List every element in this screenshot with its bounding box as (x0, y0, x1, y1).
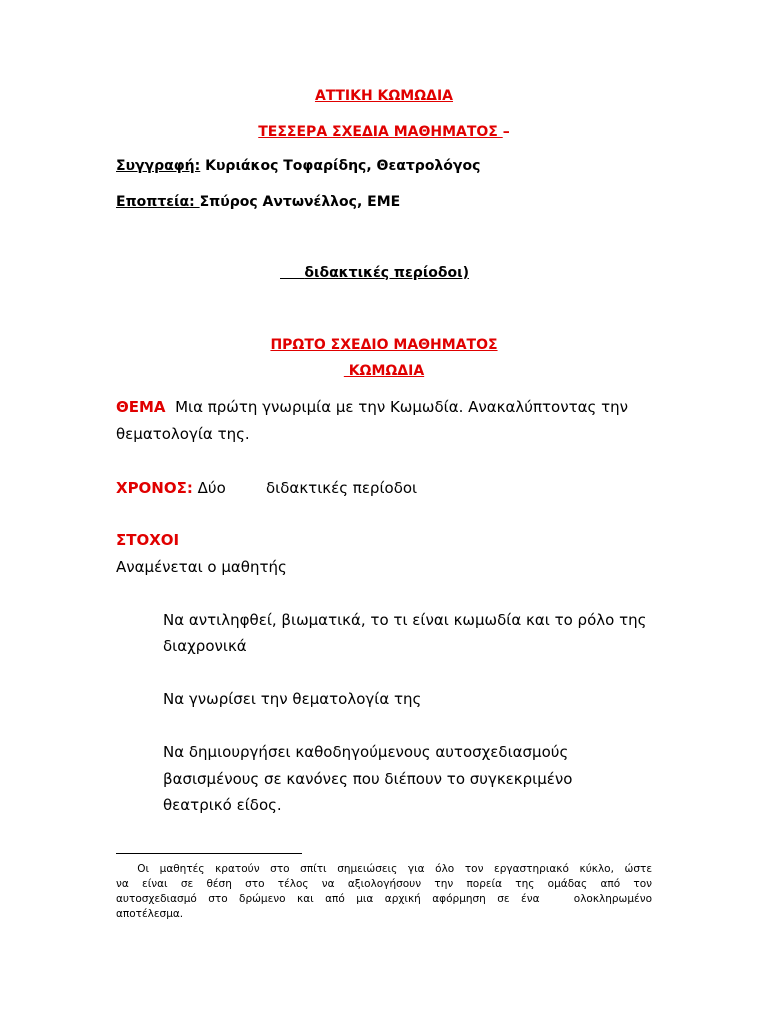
goals-label: ΣΤΟΧΟΙ (116, 531, 180, 549)
author-line (116, 158, 480, 174)
theme-label: ΘΕΜΑ (116, 398, 166, 416)
subtitle-dash: – (502, 124, 510, 140)
goal-item-3-line-2: βασισμένους σε κανόνες που διέπουν το συγκεκριμένο (163, 770, 573, 788)
periods-note (280, 265, 469, 281)
supervision-line (116, 194, 400, 210)
goal-item-1-line-1: Να αντιληφθεί, βιωματικά, το τι είναι κωμωδία και το ρόλο της (163, 611, 647, 629)
document-title: ΑΤΤΙΚΗ ΚΩΜΩΔΙΑ (314, 88, 454, 104)
footnote-line-1: Οι μαθητές κρατούν στο σπίτι σημειώσεις για όλο τον εργαστηριακό κύκλο, ώστε (116, 863, 652, 875)
periods-underline (280, 265, 304, 281)
time-line (116, 479, 226, 497)
goal-item-3-line-3: θεατρικό είδος. (163, 796, 282, 814)
time-value-2: διδακτικές περίοδοι (266, 479, 418, 497)
goal-item-1-line-2: διαχρονικά (163, 637, 247, 655)
time-label: ΧΡΟΝΟΣ: (116, 479, 193, 497)
footnote-line-2: να είναι σε θέση στο τέλος να αξιολογήσουν την πορεία της ομάδας από τον (116, 878, 652, 890)
theme-text-1: Μια πρώτη γνωριμία με την Κωμωδία. Ανακαλύπτοντας την (165, 398, 628, 416)
footnote-rule (116, 853, 302, 854)
subtitle-text: ΤΕΣΣΕΡΑ ΣΧΕΔΙΑ ΜΑΘΗΜΑΤΟΣ (258, 124, 503, 140)
supervision-value: Σπύρος Αντωνέλλος, ΕΜΕ (199, 194, 401, 210)
plan-subheading: ΚΩΜΩΔΙΑ (343, 363, 425, 379)
theme-line-2: θεματολογία της. (116, 425, 250, 443)
goal-item-2-line-1: Να γνωρίσει την θεματολογία της (163, 690, 422, 708)
footnote-line-3: αυτοσχεδιασμό στο δρώμενο και από μια αρχική αφόρμηση σε ένα ολοκληρωμένο (116, 893, 652, 905)
document-subtitle (0, 124, 768, 140)
goals-intro: Αναμένεται ο μαθητής (116, 558, 287, 576)
theme-line-1 (116, 398, 628, 416)
time-value: Δύο (192, 479, 226, 497)
footnote (116, 862, 652, 922)
footnote-line-4: αποτέλεσμα. (116, 908, 184, 920)
plan-heading: ΠΡΩΤΟ ΣΧΕΔΙΟ ΜΑΘΗΜΑΤΟΣ (270, 337, 498, 353)
periods-text: διδακτικές περίοδοι) (304, 265, 469, 281)
author-label: Συγγραφή: (116, 158, 201, 174)
goal-item-3-line-1: Να δημιουργήσει καθοδηγούμενους αυτοσχεδιασμούς (163, 743, 569, 761)
author-value: Κυριάκος Τοφαρίδης, Θεατρολόγος (200, 158, 481, 174)
supervision-label: Εποπτεία: (116, 194, 200, 210)
